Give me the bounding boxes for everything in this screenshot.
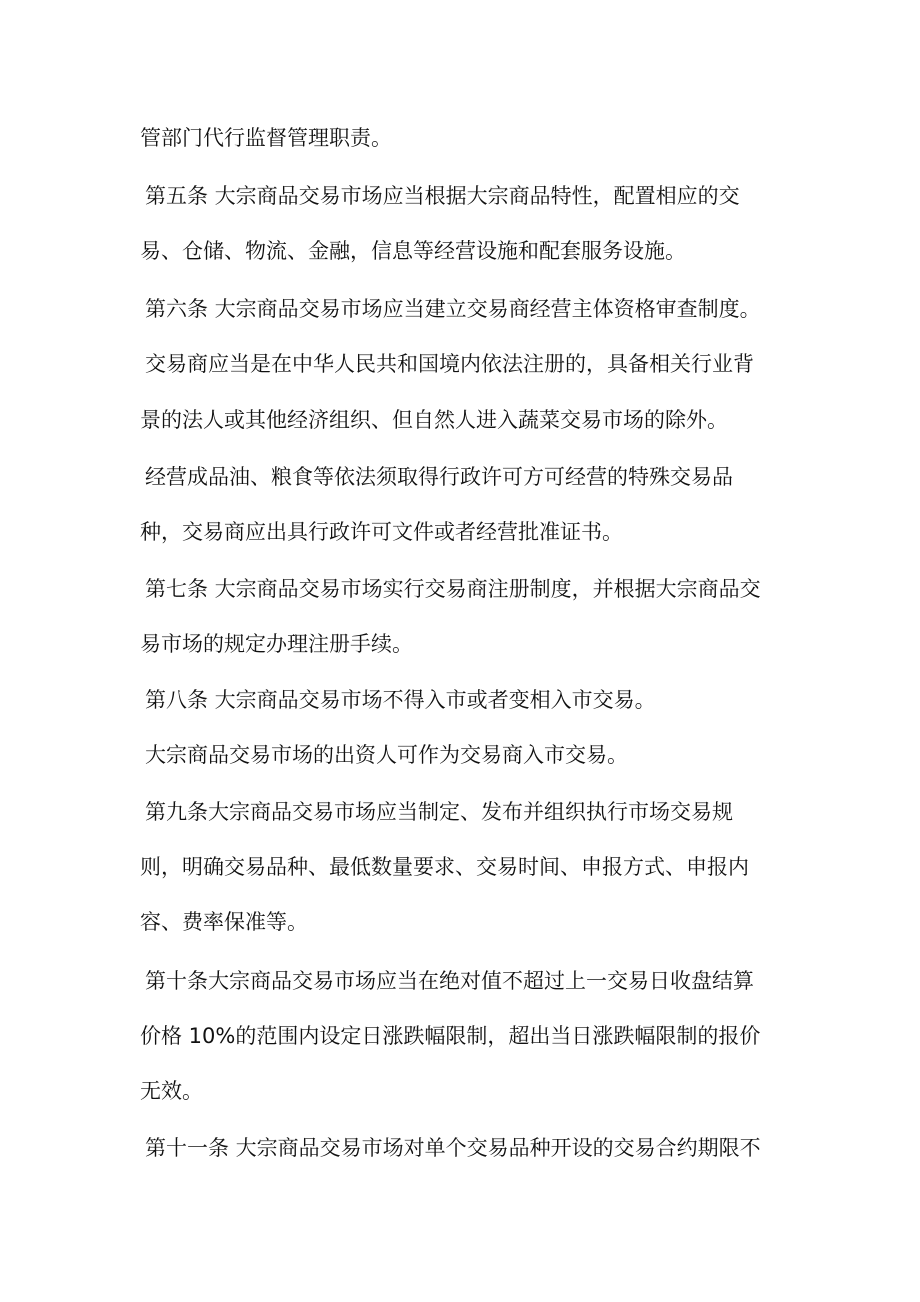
- text-line: 第七条 大宗商品交易市场实行交易商注册制度，并根据大宗商品交: [145, 577, 761, 601]
- text-line: 交易商应当是在中华人民共和国境内依法注册的，具备相关行业背: [145, 352, 754, 376]
- text-line: 则，明确交易品种、最低数量要求、交易时间、申报方式、申报内: [140, 855, 749, 879]
- text-line: 景的法人或其他经济组织、但自然人进入蔬菜交易市场的除外。: [140, 408, 728, 432]
- text-line: 经营成品油、粮食等依法须取得行政许可方可经营的特殊交易品: [145, 465, 733, 489]
- text-line: 种，交易商应出具行政许可文件或者经营批准证书。: [140, 520, 623, 544]
- text-line: 大宗商品交易市场的出资人可作为交易商入市交易。: [145, 743, 628, 767]
- text-line: 价格 10%的范围内设定日涨跌幅限制，超出当日涨跌幅限制的报价: [140, 1024, 761, 1048]
- text-line: 第十条大宗商品交易市场应当在绝对值不超过上一交易日收盘结算: [145, 969, 754, 993]
- text-line: 容、费率保准等。: [140, 910, 308, 934]
- text-line: 第五条 大宗商品交易市场应当根据大宗商品特性，配置相应的交: [145, 184, 740, 208]
- text-line: 第九条大宗商品交易市场应当制定、发布并组织执行市场交易规: [145, 800, 733, 824]
- text-line: 第八条 大宗商品交易市场不得入市或者变相入市交易。: [145, 688, 656, 712]
- text-line: 无效。: [140, 1079, 203, 1103]
- text-line: 第六条 大宗商品交易市场应当建立交易商经营主体资格审查制度。: [145, 297, 761, 321]
- text-line: 易市场的规定办理注册手续。: [140, 632, 413, 656]
- text-line: 易、仓储、物流、金融，信息等经营设施和配套服务设施。: [140, 239, 686, 263]
- text-line: 管部门代行监督管理职责。: [140, 126, 392, 150]
- text-line: 第十一条 大宗商品交易市场对单个交易品种开设的交易合约期限不: [145, 1136, 761, 1160]
